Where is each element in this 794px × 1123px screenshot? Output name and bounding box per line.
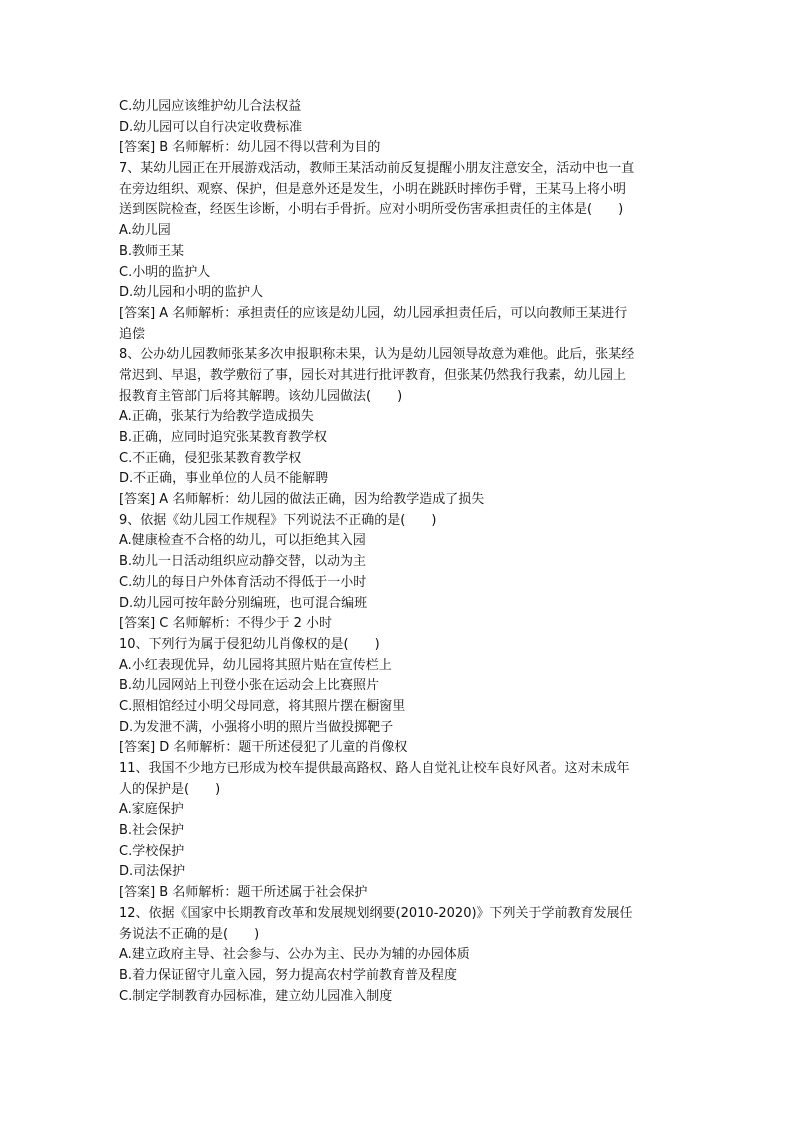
option-line: A.小红表现优异，幼儿园将其照片贴在宣传栏上 [119,657,392,673]
question-line: 人的保护是( ) [119,781,221,797]
question-line: 11、我国不少地方已形成为校车提供最高路权、路人自觉礼让校车良好风者。这对未成年 [119,761,630,776]
question-line: 常迟到、早退，教学敷衍了事，园长对其进行批评教育，但张某仍然我行我素，幼儿园上 [119,367,627,383]
option-line: D.幼儿园可以自行决定收费标准 [119,119,303,135]
option-line: D.幼儿园可按年龄分别编班，也可混合编班 [119,595,368,611]
option-line: C.小明的监护人 [119,264,211,280]
option-line: A.家庭保护 [119,802,184,818]
document-page [119,97,675,1007]
answer-line: 追偿 [119,326,146,342]
question-line: 7、某幼儿园正在开展游戏活动，教师王某活动前反复提醒小朋友注意安全，活动中也一直 [119,161,635,177]
option-line: A.幼儿园 [119,223,171,239]
question-line: 12、依据《国家中长期教育改革和发展规划纲要(2010-2020)》下列关于学前教育发展任 [119,905,633,921]
answer-line: [答案] B 名师解析：幼儿园不得以营利为目的 [119,140,381,156]
question-line: 9、依据《幼儿园工作规程》下列说法不正确的是( ) [119,512,437,528]
answer-line: [答案] B 名师解析：题干所述属于社会保护 [119,885,368,901]
option-line: D.不正确，事业单位的人员不能解聘 [119,471,329,487]
option-line: C.不正确，侵犯张某教育教学权 [119,450,302,466]
option-line: B.着力保证留守儿童入园，努力提高农村学前教育普及程度 [119,967,458,983]
option-line: B.正确，应同时追究张某教育教学权 [119,430,328,445]
question-line: 在旁边组织、观察、保护，但是意外还是发生，小明在跳跃时摔伤手臂，王某马上将小明 [119,181,627,197]
answer-line: [答案] A 名师解析：承担责任的应该是幼儿园，幼儿园承担责任后，可以向教师王某进行 [119,305,628,321]
question-line: 送到医院检查，经医生诊断，小明右手骨折。应对小明所受伤害承担责任的主体是( ) [119,202,624,218]
question-line: 报教育主管部门后将其解聘。该幼儿园做法( ) [119,388,403,404]
option-line: B.幼儿一日活动组织应动静交替，以动为主 [119,554,367,570]
option-line: D.幼儿园和小明的监护人 [119,285,264,301]
option-line: C.幼儿的每日户外体育活动不得低于一小时 [119,574,367,590]
question-line: 务说法不正确的是( ) [119,926,260,942]
option-line: C.制定学制教育办园标准，建立幼儿园准入制度 [119,988,393,1004]
option-line: B.教师王某 [119,243,185,259]
option-line: C.照相馆经过小明父母同意，将其照片摆在橱窗里 [119,698,406,714]
question-line: 10、下列行为属于侵犯幼儿肖像权的是( ) [119,636,380,652]
option-line: D.为发泄不满，小强将小明的照片当做投掷靶子 [119,719,394,735]
option-line: D.司法保护 [119,864,186,880]
question-line: 8、公办幼儿园教师张某多次申报职称未果，认为是幼儿园领导故意为难他。此后，张某经 [119,347,635,363]
option-line: C.幼儿园应该维护幼儿合法权益 [119,99,302,114]
answer-line: [答案] A 名师解析：幼儿园的做法正确，因为给教学造成了损失 [119,492,485,508]
option-line: B.社会保护 [119,823,185,839]
option-line: B.幼儿园网站上刊登小张在运动会上比赛照片 [119,678,380,694]
option-line: A.正确，张某行为给教学造成损失 [119,409,314,425]
option-line: C.学校保护 [119,843,185,859]
answer-line: [答案] D 名师解析：题干所述侵犯了儿童的肖像权 [119,740,408,756]
option-line: A.健康检查不合格的幼儿，可以拒绝其入园 [119,533,366,549]
option-line: A.建立政府主导、社会参与、公办为主、民办为辅的办园体质 [119,947,470,963]
answer-line: [答案] C 名师解析：不得少于 2 小时 [119,616,333,632]
